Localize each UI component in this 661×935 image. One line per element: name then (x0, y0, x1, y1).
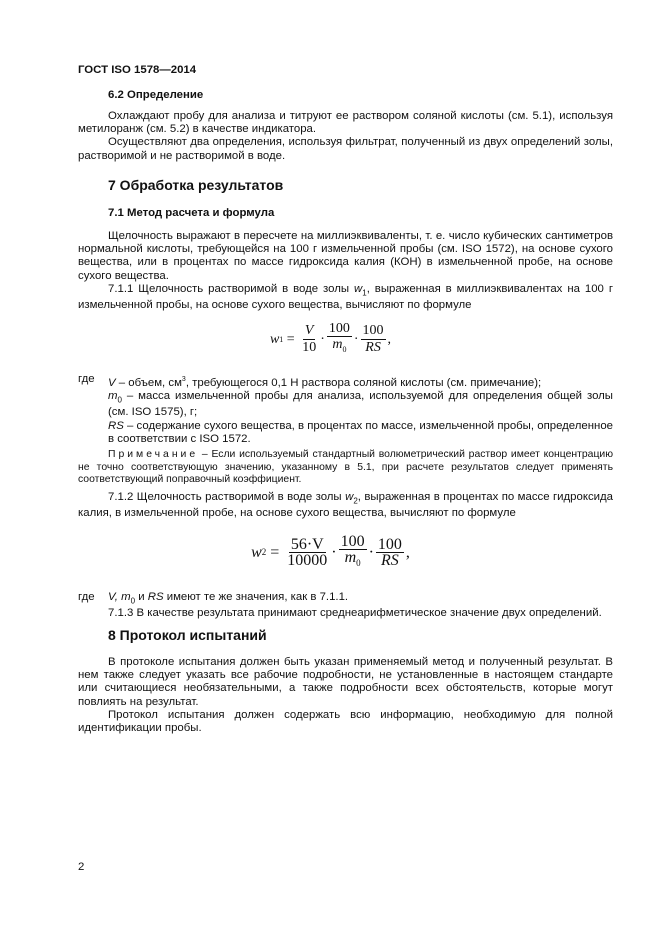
fraction (285, 536, 329, 570)
def (108, 390, 613, 420)
fraction (339, 535, 367, 571)
den: 10000 (287, 552, 328, 570)
formula-w2: w 2 = $\frac{56\cdot V}{10000}$ · $\frac{100}{m_0}$ · $\frac{100}{RS}$ , (251, 533, 410, 570)
f-lhs: w (269, 331, 280, 347)
v: RS (108, 419, 124, 432)
v: V, m (108, 591, 131, 603)
text: , выраженная в миллиэквивалентах на 100 г измельченной пробы, на основе сухого вещества, вычисляют по формуле (78, 282, 613, 312)
where-row (78, 390, 613, 420)
den: 10 (302, 339, 317, 355)
f-end: , (387, 331, 392, 347)
num: 56·V (290, 536, 324, 554)
s: 2 (353, 496, 358, 506)
section-6-2-body (78, 110, 613, 163)
spacer (78, 390, 108, 420)
section-7-1-body (78, 230, 613, 313)
where-label: где (78, 591, 95, 603)
f-eq: = (270, 544, 280, 562)
f-end: , (405, 544, 410, 562)
paragraph: Щелочность выражают в пересчете на миллиэквиваленты, т. е. число кубических сантиметров нормальной кислоты, требующейся на 100 г измельченной пробы (см. ISO 1572), на основе сухого вещества, или в процентах по массе гидроксида калия (КОН) в измельченной пробе, на основе сухого вещества. (78, 230, 613, 282)
fraction (300, 324, 318, 353)
t: имеют те же значения, как в 7.1.1. (163, 591, 349, 603)
fraction (361, 324, 386, 353)
fraction (376, 536, 404, 570)
where-2 (78, 591, 613, 621)
v: m (108, 390, 118, 402)
t: , выраженная в процентах по массе гидроксида калия, в измельченной пробе, на основе сухого вещества, вычисляют по формуле (78, 491, 614, 520)
paragraph-7-1-2 (78, 491, 613, 521)
paragraph-7-1-3: 7.1.3 В качестве результата принимают среднеарифметическое значение двух определений. (108, 607, 602, 620)
def (108, 420, 613, 446)
doc-header: ГОСТ ISO 1578—2014 (78, 64, 197, 76)
def (108, 591, 348, 607)
note-text: – Если используемый стандартный волюметрический раствор имеет концентрацию не точно соответствующую значению, указанному в 5.1, при расчете результатов следует применять соответствующий поправочный коэффициент. (78, 449, 613, 485)
f-sub: 2 (261, 547, 267, 558)
t: , требующегося 0,1 Н раствора соляной кислоты (см. примечание); (185, 376, 542, 389)
var: w (354, 282, 363, 295)
section-8-title: 8 Протокол испытаний (108, 627, 267, 643)
text: 7.1.1 Щелочность растворимой в воде золы (108, 282, 354, 295)
page-number: 2 (78, 861, 85, 873)
v: w (345, 491, 354, 503)
paragraph: В протоколе испытания должен быть указан применяемый метод и полученный результат. В нем также следует указать все рабочие подробности, не установленные в настоящем стандарте или считающиеся необязательными, а также подробности всех обстоятельств, которые могут повлиять на результат. (78, 656, 613, 708)
paragraph-7-1-1 (78, 283, 613, 313)
where-row (78, 420, 613, 446)
where-row (78, 373, 613, 390)
s: 0 (117, 395, 122, 405)
where-row (78, 591, 613, 607)
num: 100 (362, 323, 384, 339)
v: V (108, 376, 116, 389)
num: 100 (377, 536, 402, 554)
s: 0 (130, 596, 136, 606)
sup: 3 (181, 376, 186, 383)
section-7-title: 7 Обработка результатов (108, 177, 284, 193)
note-label: Примечание (108, 449, 199, 460)
s: 0 (356, 558, 361, 569)
section-8-body (78, 656, 613, 735)
den: RS (365, 339, 381, 355)
section-6-2-title: 6.2 Определение (108, 89, 204, 101)
t: – масса измельченной пробы для анализа, используемой для определения общей золы (см. ISO 1575), г; (108, 390, 613, 419)
den (330, 337, 348, 356)
t: и (135, 591, 148, 603)
paragraph: Протокол испытания должен содержать всю информацию, необходимую для полной идентификации пробы. (78, 708, 613, 735)
t: – содержание сухого вещества, в процентах по массе, измельченной пробы, определенное в соответствии с ISO 1572. (108, 419, 613, 445)
where-list (78, 373, 613, 446)
num: V (304, 323, 314, 339)
fraction (327, 322, 352, 356)
f-lhs: w (251, 544, 262, 562)
sub: 1 (362, 288, 367, 298)
num: 100 (340, 533, 365, 550)
s: 0 (342, 345, 347, 354)
section-7-1-title: 7.1 Метод расчета и формула (108, 207, 275, 219)
note (78, 449, 613, 487)
v: m (332, 337, 343, 353)
f-eq: = (286, 331, 295, 347)
num: 100 (328, 321, 350, 336)
formula-w1: w 1 = $\frac{V}{10}$ · $\frac{100}{m_0}$ · $\frac{100}{RS}$ , (269, 321, 392, 355)
spacer (78, 420, 108, 446)
den: RS (381, 552, 399, 570)
v: RS (147, 591, 164, 603)
t: – объем, см (115, 376, 182, 389)
f-sub: 1 (279, 334, 284, 344)
v: m (344, 549, 357, 567)
paragraph: Осуществляют два определения, используя фильтрат, полученный из двух определений золы, растворимой и не растворимой в воде. (78, 136, 613, 162)
def (108, 373, 541, 390)
where-label: где (78, 373, 95, 385)
den (343, 550, 363, 570)
t: 7.1.2 Щелочность растворимой в воде золы (108, 491, 346, 503)
paragraph: Охлаждают пробу для анализа и титруют ее раствором соляной кислоты (см. 5.1), используя метилоранж (см. 5.2) в качестве индикатора. (78, 110, 613, 136)
